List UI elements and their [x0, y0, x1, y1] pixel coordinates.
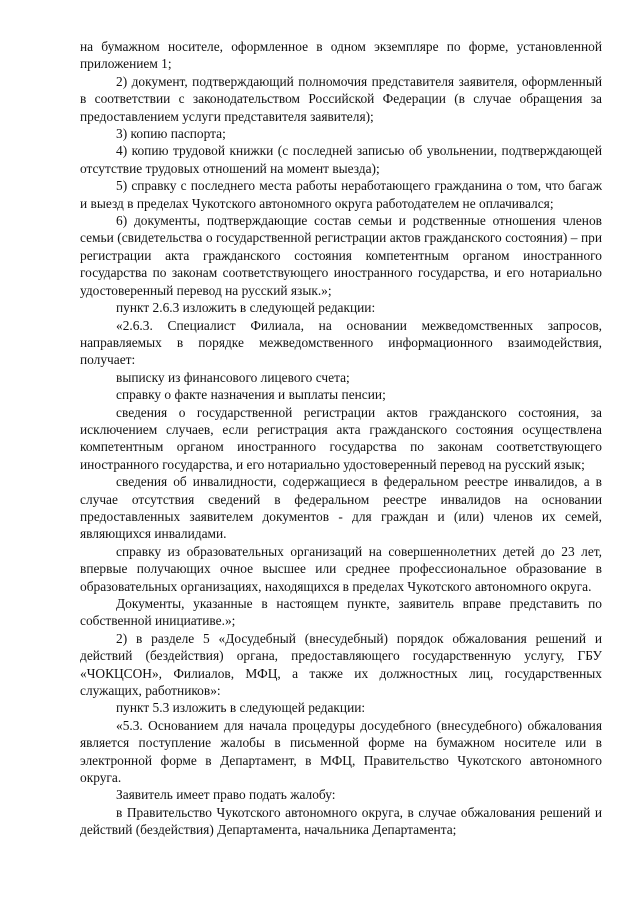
paragraph-item-5: 5) справку с последнего места работы неработающего гражданина о том, что багаж и выезд в пределах Чукотского автономного округа работодателем не оплачивался; [80, 178, 602, 211]
paragraph-civil-registration: сведения о государственной регистрации актов гражданского состояния, за исключением случаев, если регистрация акта гражданского состояния осуществлена компетентным органом иностранного государства по законам соответствующего иностранного государства, и его нотариально удостоверенный перевод на русский язык; [80, 404, 602, 472]
paragraph-item-4: 4) копию трудовой книжки (с последней записью об увольнении, подтверждающей отсутствие трудовых отношений на момент выезда); [80, 143, 602, 176]
paragraph-clause-2-6-3: «2.6.3. Специалист Филиала, на основании межведомственных запросов, направляемых в порядке межведомственного информационного взаимодействия, получает: [80, 317, 602, 368]
paragraph-section-5: 2) в разделе 5 «Досудебный (внесудебный) порядок обжалования решений и действий (бездействия) органа, предоставляющего государственную услугу, ГБУ «ЧОКЦСОН», Филиалов, МФЦ, а также их должностных лиц, государственных служащих, работников»: [80, 630, 602, 699]
document-page [80, 38, 602, 839]
paragraph-item-2: 2) документ, подтверждающий полномочия представителя заявителя, оформленный в соответствии с законодательством Российской Федерации (в случае обращения за предоставлением услуги представителя заявителя); [80, 73, 602, 124]
paragraph-clause-5-3-intro: пункт 5.3 изложить в следующей редакции: [116, 700, 366, 716]
paragraph-clause-5-3: «5.3. Основанием для начала процедуры досудебного (внесудебного) обжалования является поступление жалобы в письменной форме на бумажном носителе или в электронной форме в Департамент, в МФЦ, Правительство Чукотского автономного округа. [80, 717, 602, 786]
paragraph-disability-info: сведения об инвалидности, содержащиеся в федеральном реестре инвалидов, а в случае отсутствия сведений в федеральном реестре инвалидов на основании предоставленных заявителем документов - для граждан и (или) членов их семей, являющихся инвалидами. [80, 474, 602, 542]
paragraph-clause-2-6-3-intro: пункт 2.6.3 изложить в следующей редакции: [116, 300, 376, 316]
paragraph-government-complaint: в Правительство Чукотского автономного округа, в случае обжалования решений и действий (бездействия) Департамента, начальника Департамента; [80, 804, 602, 838]
paragraph-complaint-right: Заявитель имеет право подать жалобу: [116, 787, 336, 803]
paragraph-item-6: 6) документы, подтверждающие состав семьи и родственные отношения членов семьи (свидетельства о государственной регистрации актов гражданского состояния) – при регистрации акта гражданского состояния компетентным органом иностранного государства по законам соответствующего иностранного государства, и его нотариально удостоверенный перевод на русский язык.»; [80, 213, 602, 298]
paragraph-item-3: 3) копию паспорта; [116, 126, 226, 142]
paragraph-pension-certificate: справку о факте назначения и выплаты пенсии; [116, 387, 386, 403]
paragraph-own-initiative: Документы, указанные в настоящем пункте, заявитель вправе представить по собственной инициативе.»; [80, 596, 602, 629]
paragraph-continuation: на бумажном носителе, оформленное в одном экземпляре по форме, установленной приложением 1; [80, 39, 602, 72]
paragraph-account-extract: выписку из финансового лицевого счета; [116, 369, 350, 385]
paragraph-education-certificate: справку из образовательных организаций на совершеннолетних детей до 23 лет, впервые получающих очное высшее или среднее профессиональное образование в образовательных организациях, находящихся в пределах Чукотского автономного округа. [80, 543, 602, 594]
